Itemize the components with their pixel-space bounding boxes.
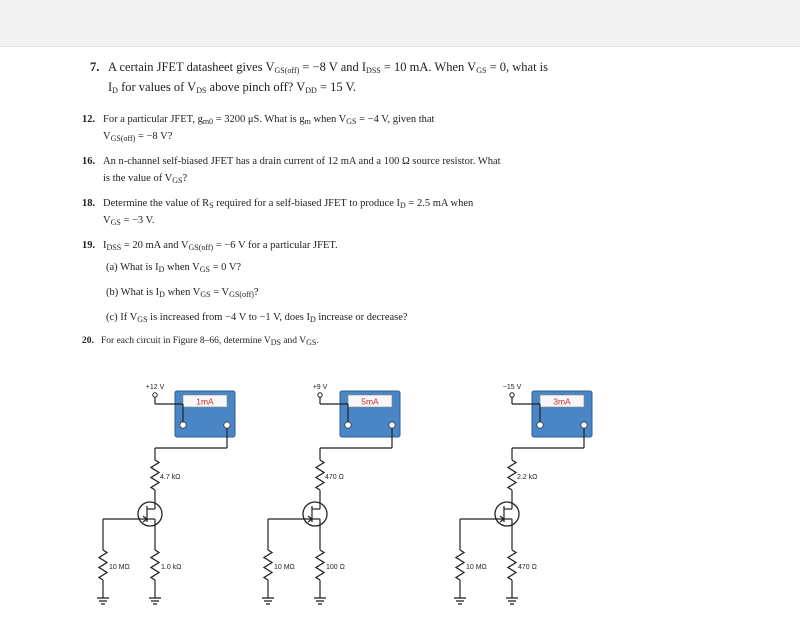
source-resistor-label: 1.0 kΩ: [161, 564, 182, 571]
problem-number: 20.: [82, 336, 94, 346]
circuit-2: [262, 384, 400, 604]
ammeter-probe-jack: [537, 422, 543, 428]
jfet-symbol: [303, 502, 327, 526]
ground-symbol: [314, 598, 326, 604]
problem-text-line: Determine the value of $R_S$ required for a self-biased JFET to produce $I_D = 2.5$ mA when: [103, 198, 474, 210]
jfet-symbol: [138, 502, 162, 526]
problem-text-line: For each circuit in Figure 8–66, determine $V_{DS}$ and $V_{GS}$.: [101, 336, 319, 347]
ground-symbol: [454, 598, 466, 604]
gate-resistor-label: 10 MΩ: [274, 564, 295, 571]
problem-text-line: For a particular JFET, $g_{m0} = 3200$ μS. What is $g_m$ when $V_{GS} = -4$ V, given that: [103, 114, 435, 126]
ammeter: [175, 391, 235, 437]
ammeter-reading: 5mA: [361, 396, 379, 407]
drain-resistor: [151, 460, 159, 490]
drain-resistor-label: 2.2 kΩ: [517, 474, 538, 481]
problem-text-line: $I_{DSS} = 20$ mA and $V_{GS(off)} = -6$ V for a particular JFET.: [103, 240, 338, 252]
problem-number: 7.: [90, 60, 100, 74]
gate-resistor: [264, 550, 272, 580]
supply-terminal: [153, 393, 157, 397]
gate-resistor: [99, 550, 107, 580]
supply-voltage-label: +12 V: [145, 384, 165, 391]
problem-number: 18.: [82, 198, 96, 209]
ground-symbol: [506, 598, 518, 604]
source-resistor: [151, 550, 159, 580]
problem-text-line: $V_{GS} = -3$ V.: [103, 215, 155, 227]
ground-symbol: [262, 598, 274, 604]
gate-resistor-label: 10 MΩ: [109, 564, 130, 571]
problem-text-line: A certain JFET datasheet gives $V_{GS(off)} = -8$ V and $I_{DSS} = 10$ mA. When $V_{GS} = 0$, what is: [108, 60, 549, 75]
drain-resistor: [508, 460, 516, 490]
supply-terminal: [510, 393, 514, 397]
ammeter-probe-jack: [581, 422, 587, 428]
ammeter-probe-jack: [389, 422, 395, 428]
source-resistor-label: 100 Ω: [326, 564, 345, 571]
circuit-1: [97, 384, 235, 604]
ground-symbol: [149, 598, 161, 604]
ammeter-reading: 1mA: [196, 396, 214, 407]
circuit-3: [454, 384, 592, 604]
source-resistor: [508, 550, 516, 580]
ammeter-probe-jack: [180, 422, 186, 428]
source-resistor-label: 470 Ω: [518, 564, 537, 571]
ammeter-reading: 3mA: [553, 396, 571, 407]
gate-resistor-label: 10 MΩ: [466, 564, 487, 571]
problem-number: 12.: [82, 114, 96, 125]
problem-part-a: (a) What is $I_D$ when $V_{GS} = 0$ V?: [106, 262, 242, 274]
problem-text-line: An n-channel self-biased JFET has a drain current of 12 mA and a 100 Ω source resistor. What: [103, 156, 501, 167]
problem-text-line: is the value of $V_{GS}$?: [103, 173, 188, 185]
supply-voltage-label: +9 V: [312, 384, 328, 391]
problem-text-line: $I_D$ for values of $V_{DS}$ above pinch off? $V_{DD} = 15$ V.: [108, 80, 357, 95]
problem-part-b: (b) What is $I_D$ when $V_{GS} = V_{GS(off)}$?: [106, 287, 259, 299]
problem-number: 16.: [82, 156, 96, 167]
ammeter: [532, 391, 592, 437]
supply-terminal: [318, 393, 322, 397]
drain-resistor-label: 4.7 kΩ: [160, 474, 181, 481]
problem-part-c: (c) If $V_{GS}$ is increased from −4 V to −1 V, does $I_D$ increase or decrease?: [106, 312, 408, 324]
supply-voltage-label: −15 V: [502, 384, 522, 391]
ammeter: [340, 391, 400, 437]
ground-symbol: [97, 598, 109, 604]
ammeter-probe-jack: [224, 422, 230, 428]
ammeter-probe-jack: [345, 422, 351, 428]
gate-resistor: [456, 550, 464, 580]
source-resistor: [316, 550, 324, 580]
drain-resistor: [316, 460, 324, 490]
problem-text-line: $V_{GS(off)} = -8$ V?: [103, 131, 173, 143]
jfet-symbol: [495, 502, 519, 526]
drain-resistor-label: 470 Ω: [325, 474, 344, 481]
problem-number: 19.: [82, 240, 96, 251]
